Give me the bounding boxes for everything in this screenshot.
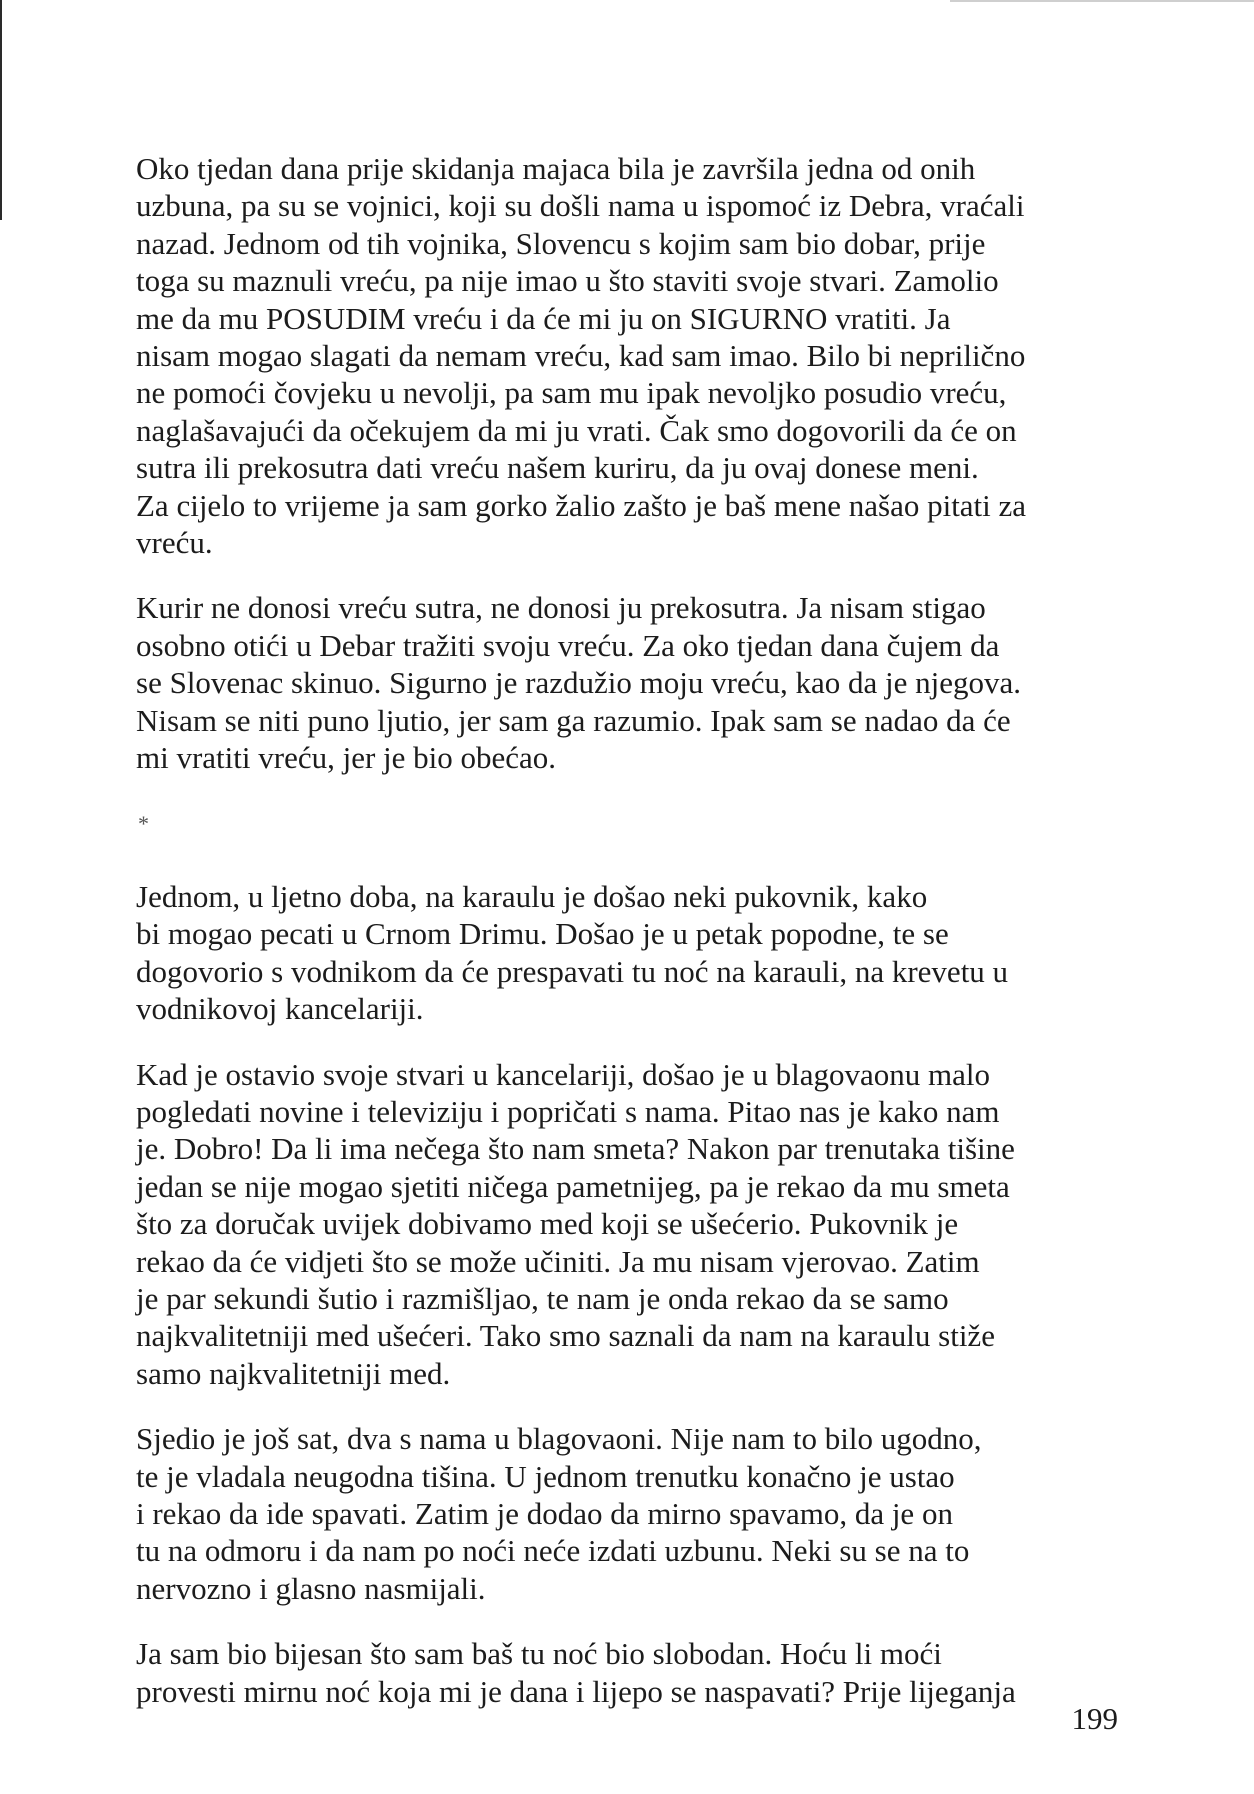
paragraph-5 <box>136 1420 1126 1607</box>
section-separator: * <box>138 810 149 836</box>
text-line: tu na odmoru i da nam po noći neće izdati uzbunu. Neki su se na to <box>136 1533 970 1569</box>
text-line: je. Dobro! Da li ima nečega što nam smeta? Nakon par trenutaka tišine <box>136 1131 1015 1167</box>
text-line: mi vratiti vreću, jer je bio obećao. <box>136 740 557 776</box>
text-line: Nisam se niti puno ljutio, jer sam ga razumio. Ipak sam se nadao da će <box>136 702 1011 738</box>
text-line: samo najkvalitetniji med. <box>136 1355 451 1391</box>
text-line: te je vladala neugodna tišina. U jednom trenutku konačno je ustao <box>136 1458 955 1494</box>
text-line: što za doručak uvijek dobivamo med koji se ušećerio. Pukovnik je <box>136 1206 959 1242</box>
text-line: Sjedio je još sat, dva s nama u blagovaoni. Nije nam to bilo ugodno, <box>136 1421 982 1457</box>
text-line: provesti mirnu noć koja mi je dana i lijepo se naspavati? Prije lijeganja <box>136 1673 1016 1709</box>
text-line: Kurir ne donosi vreću sutra, ne donosi ju prekosutra. Ja nisam stigao <box>136 590 986 626</box>
scan-edge-top <box>950 0 1254 2</box>
page-number: 199 <box>1071 1701 1118 1736</box>
text-line: dogovorio s vodnikom da će prespavati tu noć na karauli, na krevetu u <box>136 953 1009 989</box>
text-line: nazad. Jednom od tih vojnika, Slovencu s kojim sam bio dobar, prije <box>136 225 986 261</box>
text-line: toga su maznuli vreću, pa nije imao u što staviti svoje stvari. Zamolio <box>136 263 999 299</box>
text-line: nisam mogao slagati da nemam vreću, kad sam imao. Bilo bi neprilično <box>136 338 1026 374</box>
text-line: bi mogao pecati u Crnom Drimu. Došao je u petak popodne, te se <box>136 916 949 952</box>
text-line: uzbuna, pa su se vojnici, koji su došli nama u ispomoć iz Debra, vraćali <box>136 188 1025 224</box>
paragraph-1 <box>136 150 1126 561</box>
scan-edge-left <box>0 0 2 220</box>
text-line: vodnikovoj kancelariji. <box>136 991 424 1027</box>
text-line: vreću. <box>136 525 213 561</box>
text-line: Jednom, u ljetno doba, na karaulu je došao neki pukovnik, kako <box>136 878 928 914</box>
text-line: najkvalitetniji med ušećeri. Tako smo saznali da nam na karaulu stiže <box>136 1318 995 1354</box>
text-line: sutra ili prekosutra dati vreću našem kuriru, da ju ovaj donese meni. <box>136 450 979 486</box>
text-line: i rekao da ide spavati. Zatim je dodao da mirno spavamo, da je on <box>136 1496 953 1531</box>
page-body <box>136 150 1126 1710</box>
text-line: se Slovenac skinuo. Sigurno je razdužio moju vreću, kao da je njegova. <box>136 665 1021 701</box>
text-line: naglašavajući da očekujem da mi ju vrati. Čak smo dogovorili da će on <box>136 412 1017 448</box>
text-line: je par sekundi šutio i razmišljao, te nam je onda rekao da se samo <box>136 1280 949 1316</box>
text-line: osobno otići u Debar tražiti svoju vreću. Za oko tjedan dana čujem da <box>136 627 1000 663</box>
text-line: Oko tjedan dana prije skidanja majaca bila je završila jedna od onih <box>136 151 976 186</box>
text-line: Ja sam bio bijesan što sam baš tu noć bio slobodan. Hoću li moći <box>136 1636 942 1672</box>
paragraph-6 <box>136 1635 1126 1710</box>
text-line: jedan se nije mogao sjetiti ničega pametnijeg, pa je rekao da mu smeta <box>136 1168 1010 1204</box>
text-line: nervozno i glasno nasmijali. <box>136 1570 486 1606</box>
text-line: Kad je ostavio svoje stvari u kancelariji, došao je u blagovaonu malo <box>136 1056 990 1092</box>
text-line: Za cijelo to vrijeme ja sam gorko žalio zašto je baš mene našao pitati za <box>136 487 1027 523</box>
paragraph-3 <box>136 878 1126 1028</box>
paragraph-2 <box>136 589 1126 776</box>
text-line: rekao da će vidjeti što se može učiniti. Ja mu nisam vjerovao. Zatim <box>136 1243 980 1279</box>
paragraph-4 <box>136 1056 1126 1393</box>
text-line: pogledati novine i televiziju i popričati s nama. Pitao nas je kako nam <box>136 1093 1000 1129</box>
text-line: me da mu POSUDIM vreću i da će mi ju on SIGURNO vratiti. Ja <box>136 300 951 336</box>
text-line: ne pomoći čovjeku u nevolji, pa sam mu ipak nevoljko posudio vreću, <box>136 375 1007 411</box>
